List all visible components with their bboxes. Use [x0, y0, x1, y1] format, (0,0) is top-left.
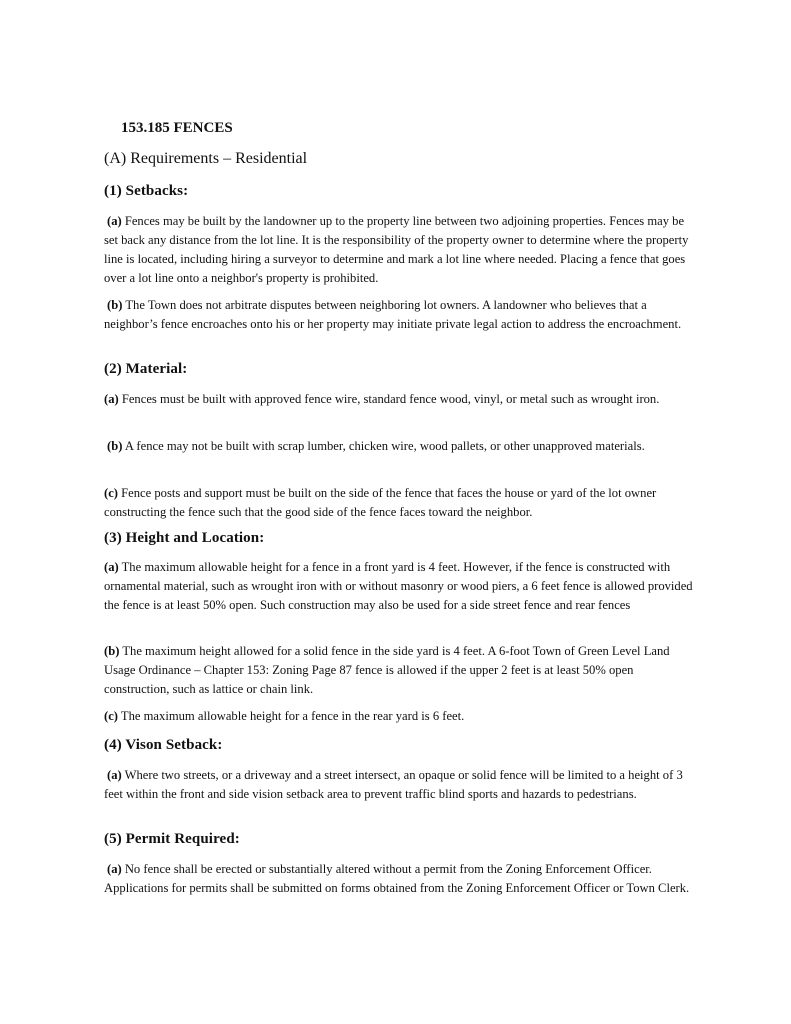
paragraph-text: The maximum allowable height for a fence in a front yard is 4 feet. However, if the fence is constructed with ornamental material, such as wrought iron with or without masonry or wood piers, a 6 feet fence is allowed provided the fence is at least 50% open. Such construction may also be used for a side street fence and rear fences [104, 560, 693, 612]
section-heading-material: (2) Material: [104, 361, 188, 377]
paragraph-vision-a [104, 766, 696, 804]
section-heading-setbacks: (1) Setbacks: [104, 183, 189, 199]
paragraph-text: A fence may not be built with scrap lumber, chicken wire, wood pallets, or other unapproved materials. [122, 439, 645, 453]
paragraph-height-a [104, 558, 696, 615]
paragraph-label: (b) [107, 439, 123, 453]
paragraph-permit-a [104, 860, 696, 898]
paragraph-height-c [104, 707, 696, 726]
paragraph-material-c [104, 484, 696, 522]
document-subtitle: (A) Requirements – Residential [104, 150, 308, 167]
paragraph-text: Where two streets, or a driveway and a street intersect, an opaque or solid fence will be limited to a height of 3 feet within the front and side vision setback area to prevent traffic blind sports and hazards to pedestrians. [104, 768, 683, 801]
paragraph-text: No fence shall be erected or substantially altered without a permit from the Zoning Enforcement Officer. Applications for permits shall be submitted on forms obtained from the Zoning Enforcement Officer or Town Clerk. [104, 862, 690, 895]
section-heading-height-location: (3) Height and Location: [104, 530, 265, 546]
paragraph-text: Fence posts and support must be built on the side of the fence that faces the house or yard of the lot owner constructing the fence such that the good side of the fence faces toward the neighbor. [104, 486, 657, 519]
paragraph-setbacks-a [104, 212, 696, 288]
paragraph-label: (b) [104, 644, 120, 658]
paragraph-label: (a) [107, 214, 122, 228]
paragraph-text: Fences must be built with approved fence wire, standard fence wood, vinyl, or metal such as wrought iron. [118, 392, 660, 406]
paragraph-text: The maximum height allowed for a solid fence in the side yard is 4 feet. A 6-foot Town of Green Level Land Usage Ordinance – Chapter 153: Zoning Page 87 fence is allowed if the upper 2 feet is at least 50% open construction, such as lattice or chain link. [104, 644, 670, 696]
paragraph-label: (a) [104, 560, 119, 574]
paragraph-material-a [104, 390, 696, 409]
section-heading-permit-required: (5) Permit Required: [104, 831, 240, 847]
paragraph-label: (a) [107, 768, 122, 782]
paragraph-material-b [104, 437, 696, 456]
paragraph-label: (a) [107, 862, 122, 876]
paragraph-label: (c) [104, 709, 118, 723]
paragraph-text: Fences may be built by the landowner up to the property line between two adjoining properties. Fences may be set back any distance from the lot line. It is the responsibility of the property owner to determine where the property line is located, including hiring a surveyor to determine and mark a lot line where needed. Placing a fence that goes over a lot line onto a neighbor's property is prohibited. [104, 214, 689, 285]
paragraph-label: (b) [107, 298, 123, 312]
section-heading-vision-setback: (4) Vison Setback: [104, 737, 223, 753]
document-title: 153.185 FENCES [121, 120, 233, 136]
paragraph-text: The Town does not arbitrate disputes between neighboring lot owners. A landowner who believes that a neighbor’s fence encroaches onto his or her property may initiate private legal action to address the encroachment. [104, 298, 682, 331]
paragraph-label: (c) [104, 486, 118, 500]
paragraph-text: The maximum allowable height for a fence in the rear yard is 6 feet. [117, 709, 465, 723]
paragraph-setbacks-b [104, 296, 696, 334]
paragraph-label: (a) [104, 392, 119, 406]
paragraph-height-b [104, 642, 696, 699]
